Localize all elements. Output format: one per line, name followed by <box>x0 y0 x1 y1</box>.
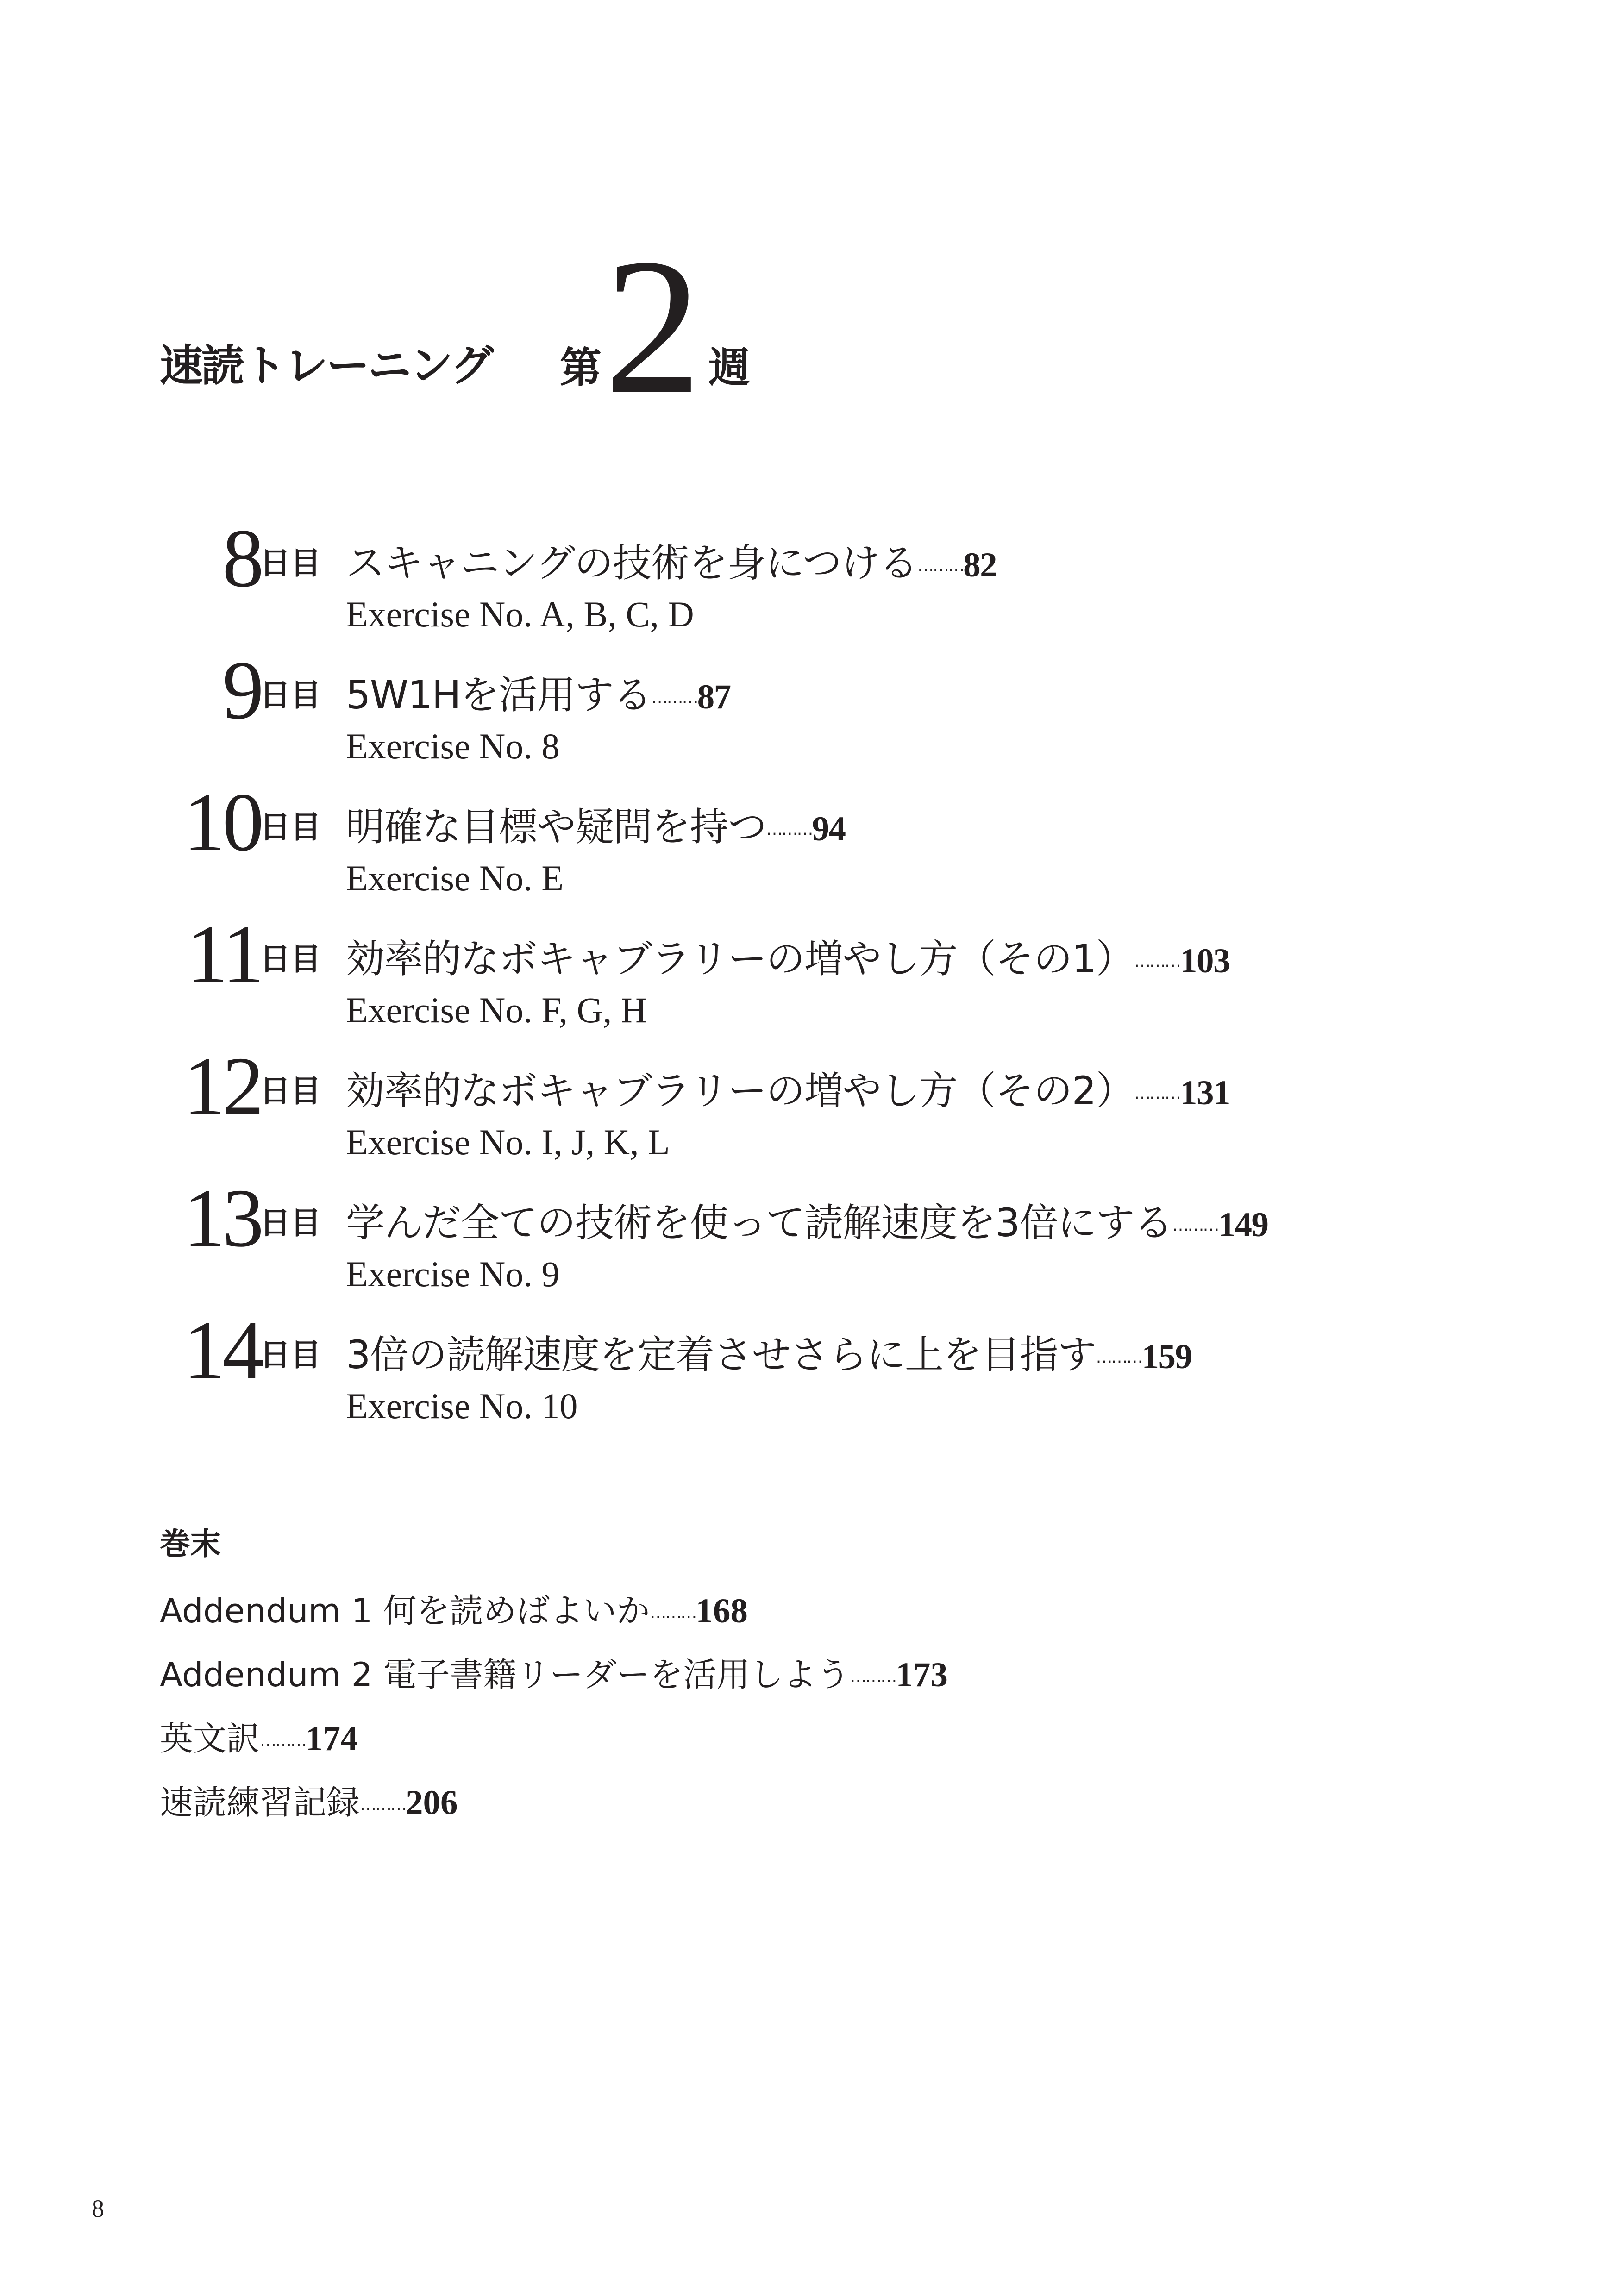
day-number: 10 <box>183 776 261 868</box>
toc-entry <box>0 776 1528 920</box>
page-ref: 174 <box>306 1721 358 1758</box>
toc-entry <box>0 1172 1528 1315</box>
day-number: 12 <box>183 1040 261 1132</box>
entry-title <box>346 1061 1230 1117</box>
page-ref: 159 <box>1141 1339 1192 1376</box>
appendix-item <box>160 1583 748 1632</box>
day-label: 日目 <box>260 679 321 714</box>
week-title-suffix: 週 <box>708 344 750 393</box>
day-number: 13 <box>183 1172 261 1264</box>
exercise-label: Exercise No. 9 <box>346 1254 560 1295</box>
appendix-item <box>160 1711 358 1760</box>
appendix-item <box>160 1775 458 1824</box>
toc-entry <box>0 644 1528 788</box>
entry-title-text: スキャニングの技術を身につける <box>346 540 918 586</box>
day-label: 日目 <box>260 811 321 846</box>
day-label: 日目 <box>260 547 321 582</box>
day-label: 日目 <box>260 1207 321 1242</box>
leader-dots: ……… <box>766 820 812 839</box>
page-ref: 173 <box>896 1657 948 1695</box>
leader-dots: ……… <box>1172 1215 1218 1235</box>
leader-dots: ……… <box>1134 951 1180 971</box>
appendix-item-text: Addendum 1 何を読めばよいか <box>160 1592 650 1631</box>
day-label: 日目 <box>260 943 321 978</box>
toc-entry <box>0 513 1528 656</box>
leader-dots: ……… <box>1134 1083 1180 1103</box>
entry-title <box>346 1193 1268 1249</box>
appendix-item-text: 英文訳 <box>160 1720 260 1758</box>
exercise-label: Exercise No. I, J, K, L <box>346 1122 670 1163</box>
leader-dots: ……… <box>260 1731 306 1750</box>
day-label: 日目 <box>260 1339 321 1374</box>
page-ref: 131 <box>1179 1075 1230 1113</box>
week-title-text: 速読トレーニング <box>160 342 493 392</box>
week-number: 2 <box>604 219 702 435</box>
day-number: 14 <box>183 1304 261 1396</box>
week-title-prefix: 第 <box>560 344 602 393</box>
appendix-item-text: Addendum 2 電子書籍リーダーを活用しよう <box>160 1656 850 1695</box>
leader-dots: ……… <box>917 556 964 575</box>
entry-title-text: 3倍の読解速度を定着させさらに上を目指す <box>346 1332 1096 1378</box>
leader-dots: ……… <box>360 1795 406 1814</box>
page-ref: 149 <box>1218 1207 1268 1245</box>
leader-dots: ……… <box>850 1667 896 1686</box>
exercise-label: Exercise No. F, G, H <box>346 990 647 1031</box>
leader-dots: ……… <box>650 1603 696 1622</box>
exercise-label: Exercise No. E <box>346 858 564 899</box>
toc-entry <box>0 1040 1528 1183</box>
entry-title <box>346 797 846 853</box>
entry-title-text: 学んだ全ての技術を使って読解速度を3倍にする <box>346 1200 1172 1246</box>
toc-entry <box>0 1304 1528 1447</box>
day-number: 9 <box>222 644 261 736</box>
page-ref: 206 <box>406 1785 458 1822</box>
entry-title-text: 効率的なボキャブラリーの増やし方（その1） <box>346 936 1134 982</box>
page-ref: 103 <box>1179 943 1230 981</box>
entry-title <box>346 665 731 721</box>
page-ref: 87 <box>697 679 731 717</box>
entry-title <box>346 929 1230 985</box>
day-number: 11 <box>186 908 261 1000</box>
entry-title <box>346 533 997 589</box>
entry-title-text: 5W1Hを活用する <box>346 672 652 718</box>
exercise-label: Exercise No. 8 <box>346 726 560 767</box>
exercise-label: Exercise No. A, B, C, D <box>346 594 694 635</box>
entry-title-text: 効率的なボキャブラリーの増やし方（その2） <box>346 1068 1134 1114</box>
page-ref: 94 <box>812 811 846 849</box>
appendix-item-text: 速読練習記録 <box>160 1783 360 1822</box>
entry-title-text: 明確な目標や疑問を持つ <box>346 804 766 850</box>
page-number: 8 <box>92 2195 104 2222</box>
day-label: 日目 <box>260 1075 321 1110</box>
exercise-label: Exercise No. 10 <box>346 1386 578 1426</box>
page-ref: 168 <box>696 1593 748 1631</box>
toc-entry <box>0 908 1528 1051</box>
appendix-heading: 巻末 <box>160 1528 221 1563</box>
leader-dots: ……… <box>651 688 697 707</box>
leader-dots: ……… <box>1096 1347 1142 1367</box>
page-ref: 82 <box>963 547 997 585</box>
appendix-item <box>160 1647 948 1696</box>
day-number: 8 <box>222 513 261 604</box>
entry-title <box>346 1325 1191 1381</box>
